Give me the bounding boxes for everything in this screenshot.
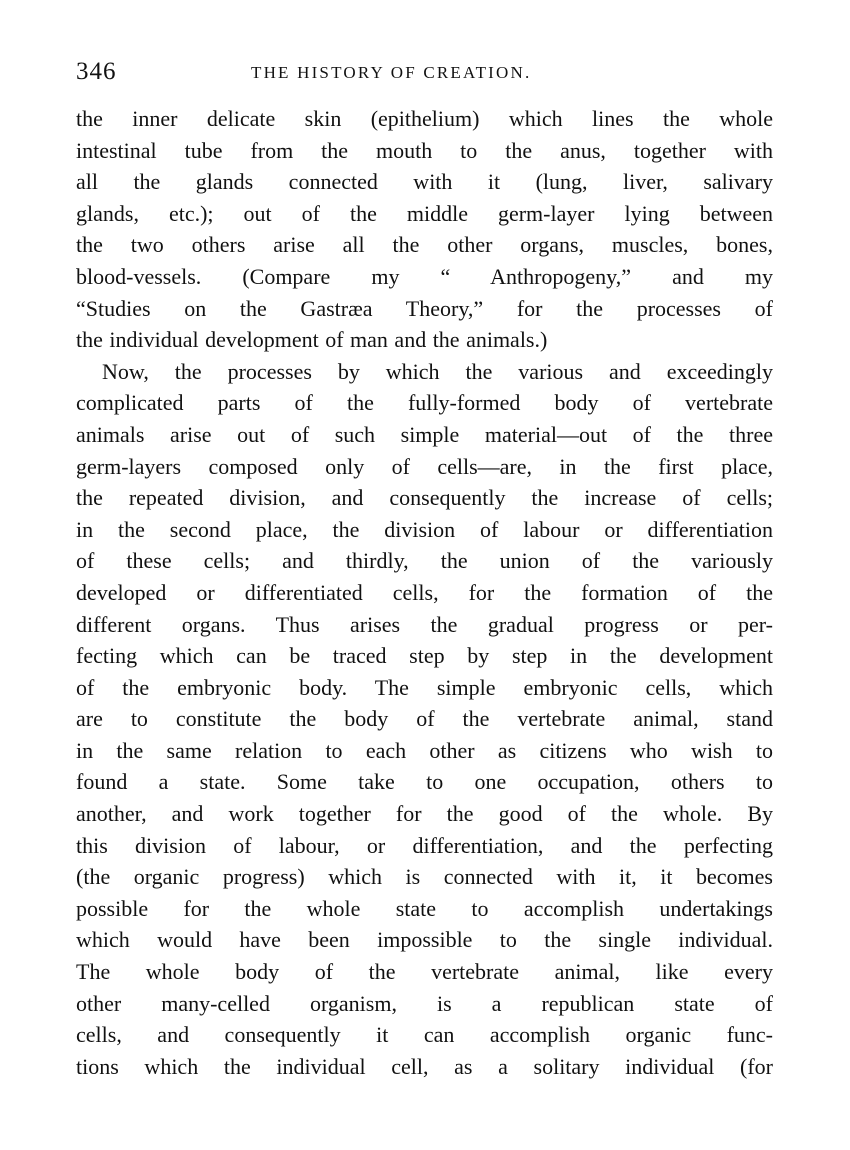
text-line: are to constitute the body of the vertebrate animal, stand <box>76 706 773 732</box>
text-line: the repeated division, and consequently the increase of cells; <box>76 485 773 511</box>
text-line: other many-celled organism, is a republican state of <box>76 990 773 1016</box>
text-line: Now, the processes by which the various and exceedingly <box>102 358 773 384</box>
paragraph-1 <box>76 103 773 356</box>
text-line: tions which the individual cell, as a solitary individual (for <box>76 1053 773 1079</box>
text-line: developed or differentiated cells, for the formation of the <box>76 579 773 605</box>
text-line: “Studies on the Gastræa Theory,” for the processes of <box>76 295 773 321</box>
text-line: all the glands connected with it (lung, liver, salivary <box>76 169 773 195</box>
text-line: of the embryonic body. The simple embryonic cells, which <box>76 674 773 700</box>
text-line: intestinal tube from the mouth to the anus, together with <box>76 137 773 163</box>
text-line: in the second place, the division of labour or differentiation <box>76 516 773 542</box>
text-line: possible for the whole state to accomplish undertakings <box>76 895 773 921</box>
text-line: animals arise out of such simple material—out of the three <box>76 421 773 447</box>
running-title: THE HISTORY OF CREATION. <box>251 63 532 82</box>
text-line: blood-vessels. (Compare my “ Anthropogeny,” and my <box>76 263 773 289</box>
text-line: the inner delicate skin (epithelium) which lines the whole <box>76 106 773 131</box>
text-line: this division of labour, or differentiation, and the perfecting <box>76 832 773 858</box>
text-line: (the organic progress) which is connected with it, it becomes <box>76 864 773 890</box>
text-line: the two others arise all the other organs, muscles, bones, <box>76 232 773 258</box>
text-line: found a state. Some take to one occupation, others to <box>76 769 773 795</box>
text-line: in the same relation to each other as citizens who wish to <box>76 737 773 763</box>
text-line: different organs. Thus arises the gradual progress or per- <box>76 611 773 637</box>
text-line: The whole body of the vertebrate animal, like every <box>76 959 773 985</box>
text-line: which would have been impossible to the single individual. <box>76 927 773 953</box>
body-text <box>76 103 773 1082</box>
text-line: of these cells; and thirdly, the union of the variously <box>76 548 773 574</box>
running-head <box>76 58 773 88</box>
page-number: 346 <box>76 58 117 85</box>
text-line: complicated parts of the fully-formed body of vertebrate <box>76 390 773 416</box>
text-line: glands, etc.); out of the middle germ-layer lying between <box>76 200 773 226</box>
text-line: fecting which can be traced step by step in the development <box>76 643 773 669</box>
text-line: another, and work together for the good of the whole. By <box>76 801 773 827</box>
text-line: the individual development of man and the animals.) <box>76 327 548 353</box>
text-line: germ-layers composed only of cells—are, in the first place, <box>76 453 773 479</box>
text-line: cells, and consequently it can accomplish organic func- <box>76 1022 773 1048</box>
paragraph-2 <box>76 356 773 1083</box>
